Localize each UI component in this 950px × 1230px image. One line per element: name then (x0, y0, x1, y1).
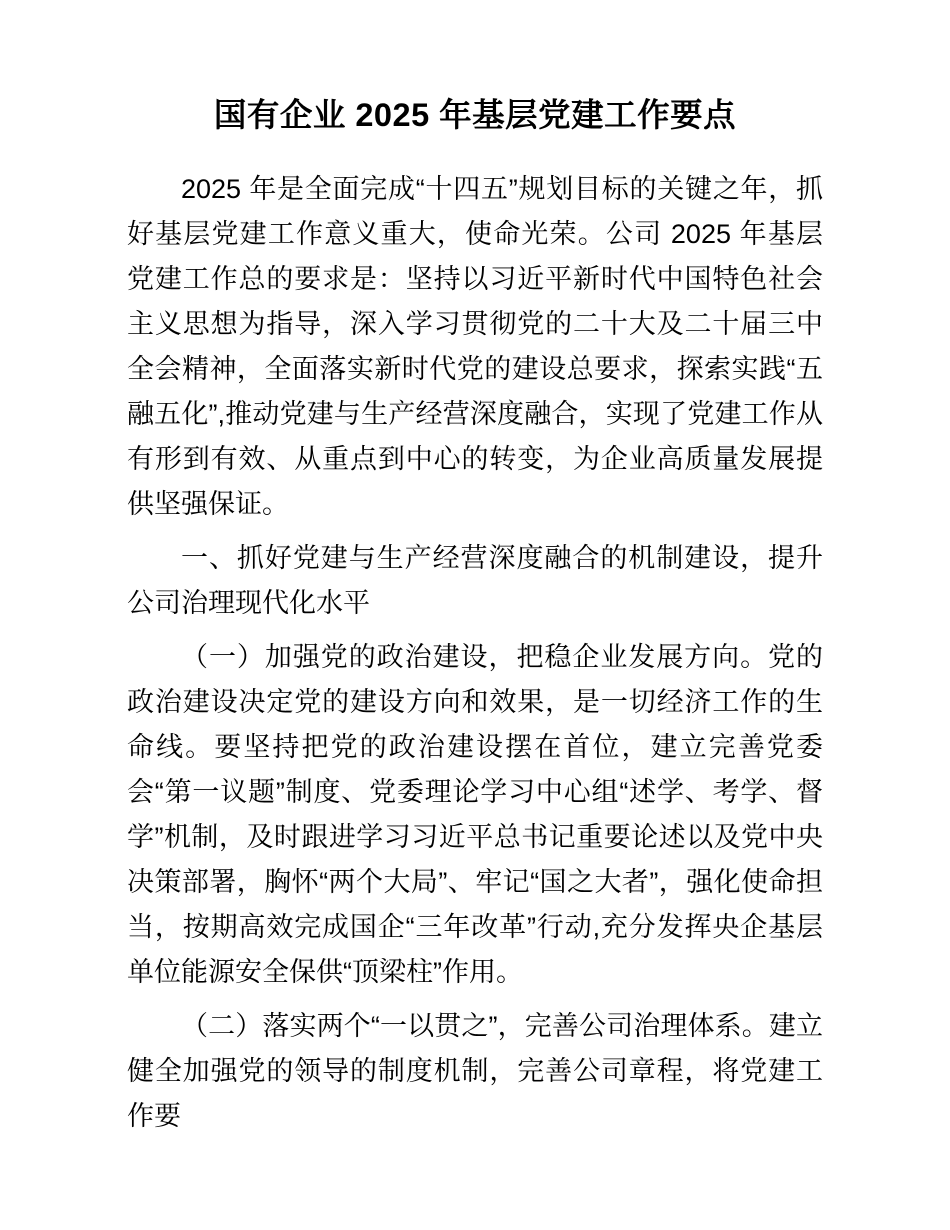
section-heading-1: 一、抓好党建与生产经营深度融合的机制建设，提升公司治理现代化水平 (127, 542, 823, 618)
paragraph-intro: 2025 年是全面完成“十四五”规划目标的关键之年，抓好基层党建工作意义重大，使命光荣。公司 2025 年基层党建工作总的要求是：坚持以习近平新时代中国特色社会主义思想为指导，深入学习贯彻党的二十大及二十届三中全会精神，全面落实新时代党的建设总要求，探索实践“五融五化”,推动党建与生产经营深度融合，实现了党建工作从有形到有效、从重点到中心的转变，为企业高质量发展提供坚强保证。 (127, 173, 823, 519)
title-body-spacer (127, 138, 823, 167)
subsection-1-1: （一）加强党的政治建设，把稳企业发展方向。党的政治建设决定党的建设方向和效果，是一切经济工作的生命线。要坚持把党的政治建设摆在首位，建立完善党委会“第一议题”制度、党委理论学习中心组“述学、考学、督学”机制，及时跟进学习习近平总书记重要论述以及党中央决策部署，胸怀“两个大局”、牢记“国之大者”，强化使命担当，按期高效完成国企“三年改革”行动,充分发挥央企基层单位能源安全保供“顶梁柱”作用。 (127, 641, 823, 987)
subsection-1-2: （二）落实两个“一以贯之”，完善公司治理体系。建立健全加强党的领导的制度机制，完善公司章程，将党建工作要 (127, 1010, 823, 1131)
page-title: 国有企业 2025 年基层党建工作要点 (213, 97, 737, 133)
document-content (127, 0, 823, 1139)
paragraph-spacer (127, 527, 823, 536)
paragraph-spacer (127, 995, 823, 1004)
paragraph-spacer (127, 626, 823, 635)
